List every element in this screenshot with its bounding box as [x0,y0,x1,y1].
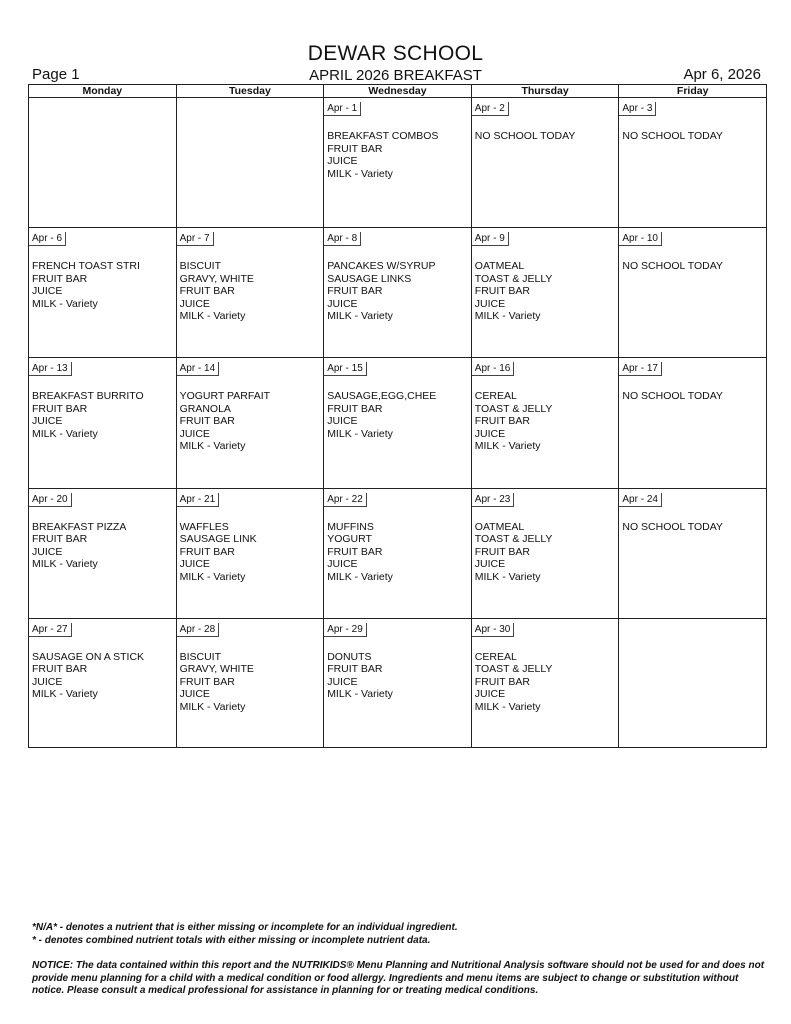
menu-item: OATMEAL [474,520,525,533]
day-date: Apr - 28 [177,623,220,637]
day-cell [618,489,766,618]
calendar-week-row [29,98,766,227]
menu-item: JUICE [179,688,210,701]
day-cell [323,489,471,618]
menu-item: MILK - Variety [474,570,541,583]
calendar-week-row [29,357,766,487]
menu-item: FRUIT BAR [327,142,383,155]
menu-item: MILK - Variety [32,297,98,310]
day-cell [471,358,619,487]
day-date: Apr - 15 [324,362,367,376]
menu-item: MILK - Variety [327,167,393,180]
menu-item: JUICE [474,688,506,701]
menu-item: JUICE [32,675,63,688]
day-cell [176,228,324,357]
day-date: Apr - 24 [619,493,662,507]
menu-item: NO SCHOOL TODAY [622,260,723,273]
day-date: Apr - 2 [472,102,509,116]
menu-item: FRUIT BAR [32,402,88,415]
day-date: Apr - 30 [472,623,515,637]
menu-calendar [28,84,767,748]
menu-item: GRAVY, WHITE [179,272,254,285]
menu-item: SAUSAGE,EGG,CHEE [327,390,437,403]
day-cell [29,228,176,357]
menu-item: FRUIT BAR [179,545,235,558]
menu-item: JUICE [474,558,506,571]
menu-item: MILK - Variety [327,310,393,323]
menu-item: JUICE [327,415,358,428]
day-date: Apr - 20 [29,493,72,507]
day-date: Apr - 3 [619,102,656,116]
day-cell [29,98,176,227]
menu-item: JUICE [327,155,358,167]
menu-item: BREAKFAST COMBOS [327,130,439,142]
menu-item: FRUIT BAR [179,675,235,688]
menu-item: FRUIT BAR [474,675,531,688]
menu-item: MILK - Variety [179,310,246,323]
menu-item: JUICE [327,297,358,310]
menu-item: TOAST & JELLY [474,402,553,415]
menu-item: MILK - Variety [327,570,393,583]
day-cell [471,98,619,227]
menu-item: MILK - Variety [32,558,98,571]
menu-item: JUICE [474,427,506,440]
menu-item: FRUIT BAR [327,285,383,298]
menu-item: MILK - Variety [474,440,541,453]
menu-item: FRUIT BAR [327,402,383,415]
menu-item: MILK - Variety [474,310,541,323]
day-cell [618,228,766,357]
menu-item: MILK - Variety [179,570,246,583]
menu-item: YOGURT PARFAIT [179,390,271,403]
menu-item: MILK - Variety [32,688,98,701]
menu-item: FRUIT BAR [474,285,531,298]
menu-item: TOAST & JELLY [474,272,553,285]
menu-item: FRUIT BAR [474,545,531,558]
menu-item: TOAST & JELLY [474,533,553,546]
menu-item: NO SCHOOL TODAY [622,130,723,142]
menu-item: MUFFINS [327,520,374,533]
day-cell [323,619,471,748]
day-cell [323,358,471,487]
menu-item: MILK - Variety [32,427,98,440]
day-cell [323,98,471,227]
menu-item: MILK - Variety [327,688,393,701]
day-date: Apr - 23 [472,493,515,507]
menu-item: SAUSAGE LINKS [327,272,412,285]
menu-item: GRANOLA [179,402,231,415]
menu-item: FRUIT BAR [32,272,88,285]
day-cell [176,489,324,618]
day-date: Apr - 7 [177,232,214,246]
menu-item: MILK - Variety [327,427,393,440]
menu-item: FRUIT BAR [32,533,88,546]
menu-item: JUICE [179,427,210,440]
weekday-header: Monday [82,85,123,97]
menu-item: WAFFLES [179,520,229,533]
menu-item: BREAKFAST PIZZA [32,520,127,533]
page-number: Page 1 [32,66,80,83]
menu-item: CEREAL [474,650,517,663]
day-cell [176,358,324,487]
menu-item: FRUIT BAR [327,545,383,558]
menu-item: JUICE [179,558,210,571]
menu-item: SAUSAGE LINK [179,533,257,546]
menu-item: BISCUIT [179,260,222,273]
calendar-week-row [29,227,766,357]
menu-item: FRENCH TOAST STRI [32,260,140,273]
day-date: Apr - 16 [472,362,515,376]
menu-item: JUICE [32,415,63,428]
menu-item: JUICE [474,297,506,310]
day-date: Apr - 17 [619,362,662,376]
menu-item: BREAKFAST BURRITO [32,390,144,403]
calendar-week-row [29,618,766,748]
menu-item: NO SCHOOL TODAY [622,520,723,533]
day-cell [471,619,619,748]
menu-item: YOGURT [327,533,372,546]
day-date: Apr - 22 [324,493,367,507]
day-date: Apr - 9 [472,232,509,246]
day-date: Apr - 10 [619,232,662,246]
menu-item: JUICE [327,558,358,571]
menu-item: GRAVY, WHITE [179,663,254,676]
menu-item: CEREAL [474,390,517,403]
menu-item: JUICE [32,545,63,558]
menu-item: SAUSAGE ON A STICK [32,650,145,663]
menu-item: BISCUIT [179,650,222,663]
report-date: Apr 6, 2026 [683,66,761,83]
calendar-weeks [29,98,766,748]
menu-item: NO SCHOOL TODAY [622,390,723,403]
day-date: Apr - 21 [177,493,220,507]
day-cell [618,619,766,748]
weekday-header: Wednesday [323,85,471,97]
menu-item: DONUTS [327,650,372,663]
notice-text: NOTICE: The data contained within this report and the NUTRIKIDS® Menu Planning and Nutritional Analysis software should not be used for and does not provide menu planning for a child with a medical condition or food allergy. Ingredients and menu items are subject to change or substitution without notice. Please consult a medical professional for assistance in planning for or treating medical conditions. [32,960,765,996]
weekday-header-row [29,85,766,98]
day-cell [29,619,176,748]
school-title: DEWAR SCHOOL [307,42,484,65]
menu-item: FRUIT BAR [179,415,235,428]
menu-item: FRUIT BAR [32,663,88,676]
menu-item: PANCAKES W/SYRUP [327,260,436,273]
day-date: Apr - 6 [29,232,66,246]
menu-item: JUICE [32,285,63,298]
menu-item: JUICE [327,675,358,688]
na-note: *N/A* - denotes a nutrient that is either missing or incomplete for an individual ingredient. [32,922,458,933]
menu-item: FRUIT BAR [327,663,383,676]
day-cell [471,489,619,618]
day-cell [176,98,324,227]
calendar-week-row [29,488,766,618]
day-date: Apr - 14 [177,362,220,376]
day-date: Apr - 13 [29,362,72,376]
day-cell [176,619,324,748]
menu-item: MILK - Variety [179,440,246,453]
day-cell [618,358,766,487]
menu-subtitle: APRIL 2026 BREAKFAST [309,67,482,84]
menu-item: FRUIT BAR [474,415,531,428]
day-date: Apr - 1 [324,102,361,116]
combined-note: * - denotes combined nutrient totals with either missing or incomplete nutrient data. [32,935,431,946]
menu-item: NO SCHOOL TODAY [474,130,576,142]
menu-item: FRUIT BAR [179,285,235,298]
day-date: Apr - 27 [29,623,72,637]
weekday-header: Friday [618,85,766,97]
menu-item: TOAST & JELLY [474,663,553,676]
day-cell [618,98,766,227]
day-cell [29,358,176,487]
day-cell [471,228,619,357]
day-date: Apr - 8 [324,232,361,246]
day-cell [29,489,176,618]
menu-item: MILK - Variety [474,700,541,713]
day-date: Apr - 29 [324,623,367,637]
menu-item: OATMEAL [474,260,525,273]
day-cell [323,228,471,357]
menu-item: MILK - Variety [179,700,246,713]
weekday-header: Thursday [471,85,619,97]
weekday-header: Tuesday [176,85,324,97]
menu-item: JUICE [179,297,210,310]
